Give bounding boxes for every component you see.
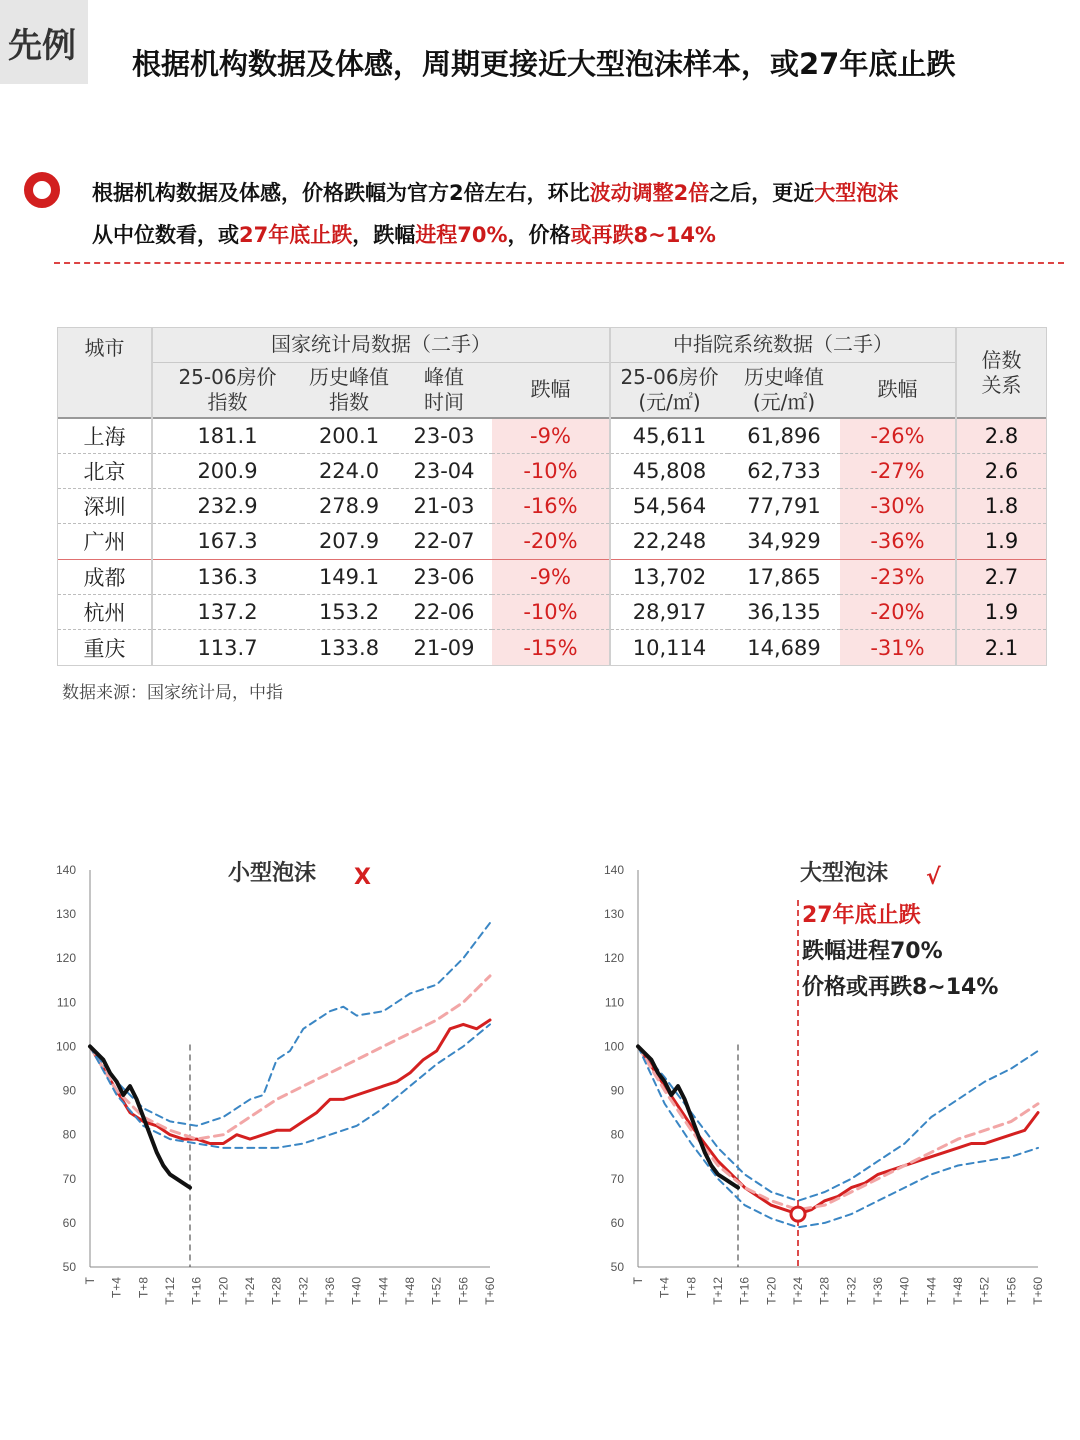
check-mark-icon: √ xyxy=(926,865,941,890)
summary-text-segment: 根据机构数据及体感，价格跌幅为官方2倍左右，环比 xyxy=(92,181,590,205)
cell-idx: 136.3 xyxy=(152,559,302,594)
cell-price: 28,917 xyxy=(610,594,728,629)
bottom-marker xyxy=(791,1207,805,1221)
x-tick-label: T+16 xyxy=(737,1277,752,1305)
series-line-pink-dashed xyxy=(90,976,490,1139)
col-nbs-index-line2: 指数 xyxy=(207,389,248,414)
col-nbs-peak-line2: 指数 xyxy=(329,389,369,414)
y-tick-label: 50 xyxy=(610,1260,624,1274)
series-line-blue-dashed-upper xyxy=(638,1046,1038,1200)
x-tick-label: T+28 xyxy=(817,1277,832,1305)
col-multiple-line1: 倍数 xyxy=(981,347,1022,372)
cell-mult: 2.8 xyxy=(956,418,1046,453)
cell-city: 深圳 xyxy=(58,489,152,524)
chart-title: 大型泡沫 xyxy=(800,861,889,886)
annotation-text: 跌幅进程70% xyxy=(802,939,943,964)
cell-peak: 207.9 xyxy=(302,524,396,559)
summary-text-segment: 之后，更近 xyxy=(709,181,815,205)
cell-price: 22,248 xyxy=(610,524,728,559)
chart-title: 小型泡沫 xyxy=(228,861,317,886)
x-tick-label: T+16 xyxy=(189,1277,204,1305)
cell-city: 上海 xyxy=(58,418,152,453)
cell-idx: 181.1 xyxy=(152,418,302,453)
cell-drop: -10% xyxy=(492,453,610,488)
x-tick-label: T+20 xyxy=(216,1277,231,1305)
x-tick-label: T+32 xyxy=(296,1277,311,1305)
chart-panel-1 xyxy=(56,860,497,1305)
cell-idx: 137.2 xyxy=(152,594,302,629)
x-tick-label: T+56 xyxy=(1004,1277,1019,1305)
cell-mult: 2.1 xyxy=(956,630,1046,665)
cell-drop: -15% xyxy=(492,630,610,665)
cell-time: 23-06 xyxy=(396,559,492,594)
y-tick-label: 140 xyxy=(603,863,624,877)
x-tick-label: T+24 xyxy=(791,1277,805,1305)
y-tick-label: 110 xyxy=(56,995,76,1010)
summary-highlight: 进程70% xyxy=(415,223,508,247)
cell-ppeak: 61,896 xyxy=(728,418,840,453)
x-tick-label: T+4 xyxy=(657,1277,672,1299)
x-tick-label: T+56 xyxy=(456,1277,471,1305)
cell-drop: -9% xyxy=(492,418,610,453)
cell-city: 广州 xyxy=(58,524,152,559)
cell-mult: 1.9 xyxy=(956,524,1046,559)
y-tick-label: 70 xyxy=(610,1171,624,1186)
x-tick-label: T+4 xyxy=(109,1277,124,1299)
summary-text-segment: ，价格 xyxy=(507,223,571,247)
x-tick-label: T+8 xyxy=(684,1277,699,1299)
cell-pdrop: -27% xyxy=(840,453,956,488)
col-nbs-peak-line1: 历史峰值 xyxy=(309,364,389,389)
cell-ppeak: 17,865 xyxy=(728,559,840,594)
cell-price: 45,611 xyxy=(610,418,728,453)
cross-mark-icon: X xyxy=(354,865,371,890)
cell-time: 21-03 xyxy=(396,489,492,524)
cell-mult: 1.8 xyxy=(956,489,1046,524)
col-cih-price-line2: (元/㎡) xyxy=(638,389,701,414)
cell-city: 北京 xyxy=(58,453,152,488)
col-nbs-time-line2: 时间 xyxy=(424,389,464,414)
cell-ppeak: 14,689 xyxy=(728,630,840,665)
cell-time: 23-03 xyxy=(396,418,492,453)
y-tick-label: 80 xyxy=(62,1127,76,1142)
cell-pdrop: -26% xyxy=(840,418,956,453)
cell-mult: 2.7 xyxy=(956,559,1046,594)
cell-drop: -10% xyxy=(492,594,610,629)
x-tick-label: T+48 xyxy=(951,1277,965,1305)
x-tick-label: T+60 xyxy=(1031,1277,1045,1305)
col-cih-drop: 跌幅 xyxy=(840,362,956,418)
x-tick-label: T xyxy=(83,1277,97,1285)
cell-ppeak: 77,791 xyxy=(728,489,840,524)
y-tick-label: 120 xyxy=(603,951,624,966)
summary-highlight: 27年底止跌 xyxy=(239,223,353,247)
data-source: 数据来源：国家统计局，中指 xyxy=(62,683,283,703)
y-tick-label: 130 xyxy=(603,907,624,922)
x-tick-label: T+36 xyxy=(323,1277,337,1305)
cell-peak: 153.2 xyxy=(302,594,396,629)
col-nbs-index-line1: 25-06房价 xyxy=(178,364,277,389)
y-tick-label: 80 xyxy=(610,1127,624,1142)
col-nbs-time-line1: 峰值 xyxy=(424,364,464,389)
x-tick-label: T+60 xyxy=(483,1277,497,1305)
x-tick-label: T+40 xyxy=(349,1277,364,1305)
cell-pdrop: -20% xyxy=(840,594,956,629)
annotation-text: 价格或再跌8~14% xyxy=(802,975,999,1000)
cell-drop: -9% xyxy=(492,559,610,594)
y-tick-label: 90 xyxy=(610,1083,624,1098)
x-tick-label: T xyxy=(631,1277,645,1285)
y-tick-label: 60 xyxy=(610,1215,624,1230)
col-city: 城市 xyxy=(58,328,152,418)
cell-idx: 232.9 xyxy=(152,489,302,524)
cell-city: 重庆 xyxy=(58,630,152,665)
col-cih-price-line1: 25-06房价 xyxy=(620,364,719,389)
group-cih-header: 中指院系统数据（二手） xyxy=(610,328,956,362)
x-tick-label: T+44 xyxy=(924,1277,939,1305)
summary-highlight: 波动调整2倍 xyxy=(589,181,710,205)
y-tick-label: 110 xyxy=(604,995,624,1010)
cell-ppeak: 36,135 xyxy=(728,594,840,629)
x-tick-label: T+48 xyxy=(403,1277,417,1305)
summary-highlight: 大型泡沫 xyxy=(814,181,899,205)
y-tick-label: 120 xyxy=(55,951,76,966)
cell-price: 10,114 xyxy=(610,630,728,665)
y-tick-label: 140 xyxy=(55,863,76,877)
col-nbs-drop: 跌幅 xyxy=(492,362,610,418)
x-tick-label: T+52 xyxy=(429,1277,444,1305)
cell-pdrop: -30% xyxy=(840,489,956,524)
cell-pdrop: -31% xyxy=(840,630,956,665)
col-cih-peak-line2: (元/㎡) xyxy=(752,389,816,414)
cell-time: 23-04 xyxy=(396,453,492,488)
x-tick-label: T+12 xyxy=(163,1277,177,1305)
x-tick-label: T+8 xyxy=(136,1277,151,1299)
cell-idx: 113.7 xyxy=(152,630,302,665)
y-tick-label: 70 xyxy=(62,1171,76,1186)
col-cih-peak-line1: 历史峰值 xyxy=(744,364,824,389)
x-tick-label: T+12 xyxy=(711,1277,725,1305)
y-tick-label: 100 xyxy=(55,1039,76,1054)
cell-peak: 278.9 xyxy=(302,489,396,524)
chart-panel-2 xyxy=(604,860,1045,1305)
x-tick-label: T+36 xyxy=(871,1277,885,1305)
cell-price: 13,702 xyxy=(610,559,728,594)
cell-mult: 2.6 xyxy=(956,453,1046,488)
cell-drop: -20% xyxy=(492,524,610,559)
cell-idx: 200.9 xyxy=(152,453,302,488)
y-tick-label: 90 xyxy=(62,1083,76,1098)
x-tick-label: T+52 xyxy=(977,1277,992,1305)
y-tick-label: 130 xyxy=(55,907,76,922)
cell-price: 45,808 xyxy=(610,453,728,488)
cell-time: 22-06 xyxy=(396,594,492,629)
annotation-text: 27年底止跌 xyxy=(802,903,921,928)
cell-ppeak: 62,733 xyxy=(728,453,840,488)
x-tick-label: T+28 xyxy=(269,1277,284,1305)
x-tick-label: T+40 xyxy=(897,1277,912,1305)
cell-peak: 149.1 xyxy=(302,559,396,594)
col-multiple-line2: 关系 xyxy=(981,372,1022,397)
cell-price: 54,564 xyxy=(610,489,728,524)
cell-peak: 133.8 xyxy=(302,630,396,665)
series-line-red-solid xyxy=(90,1020,490,1144)
page-title: 根据机构数据及体感，周期更接近大型泡沫样本，或27年底止跌 xyxy=(132,47,956,81)
cell-peak: 200.1 xyxy=(302,418,396,453)
section-tag: 先例 xyxy=(0,0,88,84)
cell-peak: 224.0 xyxy=(302,453,396,488)
y-tick-label: 50 xyxy=(62,1260,76,1274)
cell-mult: 1.9 xyxy=(956,594,1046,629)
cell-pdrop: -23% xyxy=(840,559,956,594)
cell-city: 杭州 xyxy=(58,594,152,629)
cell-idx: 167.3 xyxy=(152,524,302,559)
cell-pdrop: -36% xyxy=(840,524,956,559)
x-tick-label: T+24 xyxy=(243,1277,257,1305)
cell-drop: -16% xyxy=(492,489,610,524)
cell-ppeak: 34,929 xyxy=(728,524,840,559)
summary-highlight: 或再跌8~14% xyxy=(570,223,716,247)
cell-time: 21-09 xyxy=(396,630,492,665)
y-tick-label: 100 xyxy=(603,1039,624,1054)
x-tick-label: T+44 xyxy=(376,1277,391,1305)
y-tick-label: 60 xyxy=(62,1215,76,1230)
summary-text-segment: ，跌幅 xyxy=(352,223,416,247)
x-tick-label: T+20 xyxy=(764,1277,779,1305)
group-nbs-header: 国家统计局数据（二手） xyxy=(152,328,610,362)
summary-text-segment: 从中位数看，或 xyxy=(92,223,239,247)
cell-city: 成都 xyxy=(58,559,152,594)
x-tick-label: T+32 xyxy=(844,1277,859,1305)
cell-time: 22-07 xyxy=(396,524,492,559)
